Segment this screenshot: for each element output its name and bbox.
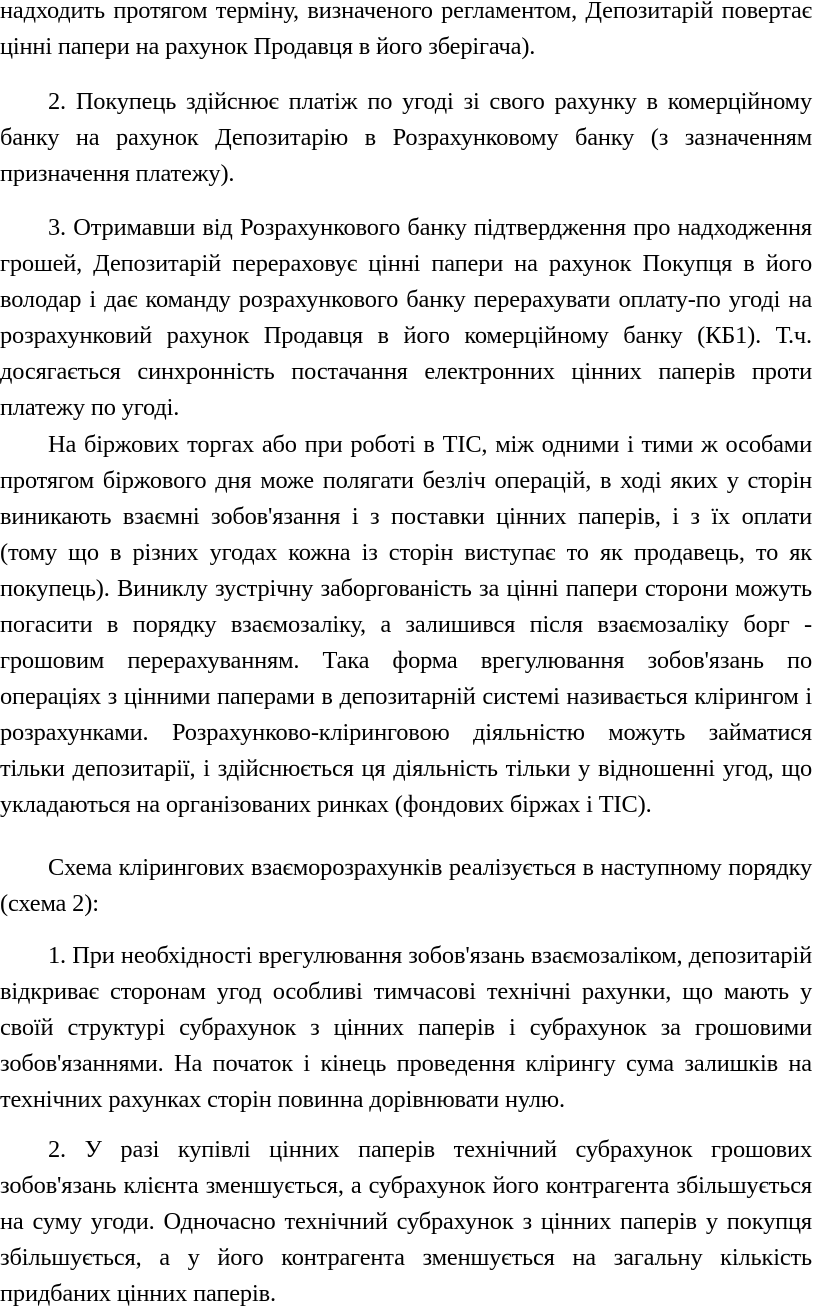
paragraph-clearing-description: На біржових торгах або при роботі в ТІС, між одними і тими ж особами протягом біржового дня може полягати безліч операцій, в ході яких у сторін виникають взаємні зобов'язання і з поставки цінних паперів, і з їх оплати (тому що в різних угодах кожна із сторін виступає то як продавець, то як покупець). Виниклу зустрічну заборгованість за цінні папери сторони можуть погасити в порядку взаємозаліку, а залишився після взаємозаліку борг - грошовим перерахуванням. Така форма врегулювання зобов'язань по операціях з цінними паперами в депозитарній системі називається клірингом і розрахунками. Розрахунково-кліринговою діяльністю можуть займатися тільки депозитарії, і здійснюється ця діяльність тільки у відношенні угод, що укладаються на організованих ринках (фондових біржах і ТІС). (0, 431, 812, 818)
paragraph-step-2-payment: 2. Покупець здійснює платіж по угоді зі свого рахунку в комерційному банку на рахунок Депозитарію в Розрахунковому банку (з зазначенням призначення платежу). (0, 88, 812, 187)
paragraph-clearing-step-2: 2. У разі купівлі цінних паперів технічний субрахунок грошових зобов'язань клієнта зменшується, а субрахунок його контрагента збільшується на суму угоди. Одночасно технічний субрахунок з цінних паперів у покупця збільшується, а у його контрагента зменшується на загальну кількість придбаних цінних паперів. (0, 1136, 812, 1307)
paragraph-clearing-scheme-intro: Схема клірингових взаєморозрахунків реалізується в наступному порядку (схема 2): (0, 854, 812, 917)
paragraph-clearing-step-1: 1. При необхідності врегулювання зобов'язань взаємозаліком, депозитарій відкриває сторонам угод особливі тимчасові технічні рахунки, що мають у своїй структурі субрахунок з цінних паперів і субрахунок за грошовими зобов'язаннями. На початок і кінець проведення клірингу сума залишків на технічних рахунках сторін повинна дорівнювати нулю. (0, 942, 812, 1113)
paragraph-continuation: надходить протягом терміну, визначеного регламентом, Депозитарій повертає цінні папери на рахунок Продавця в його зберігача). (0, 0, 812, 60)
paragraph-step-3-transfer: 3. Отримавши від Розрахункового банку підтвердження про надходження грошей, Депозитарій перераховує цінні папери на рахунок Покупця в його володар і дає команду розрахункового банку перерахувати оплату-по угоді на розрахунковий рахунок Продавця в його комерційному банку (КБ1). Т.ч. досягається синхронність постачання електронних цінних паперів проти платежу по угоді. (0, 214, 812, 421)
